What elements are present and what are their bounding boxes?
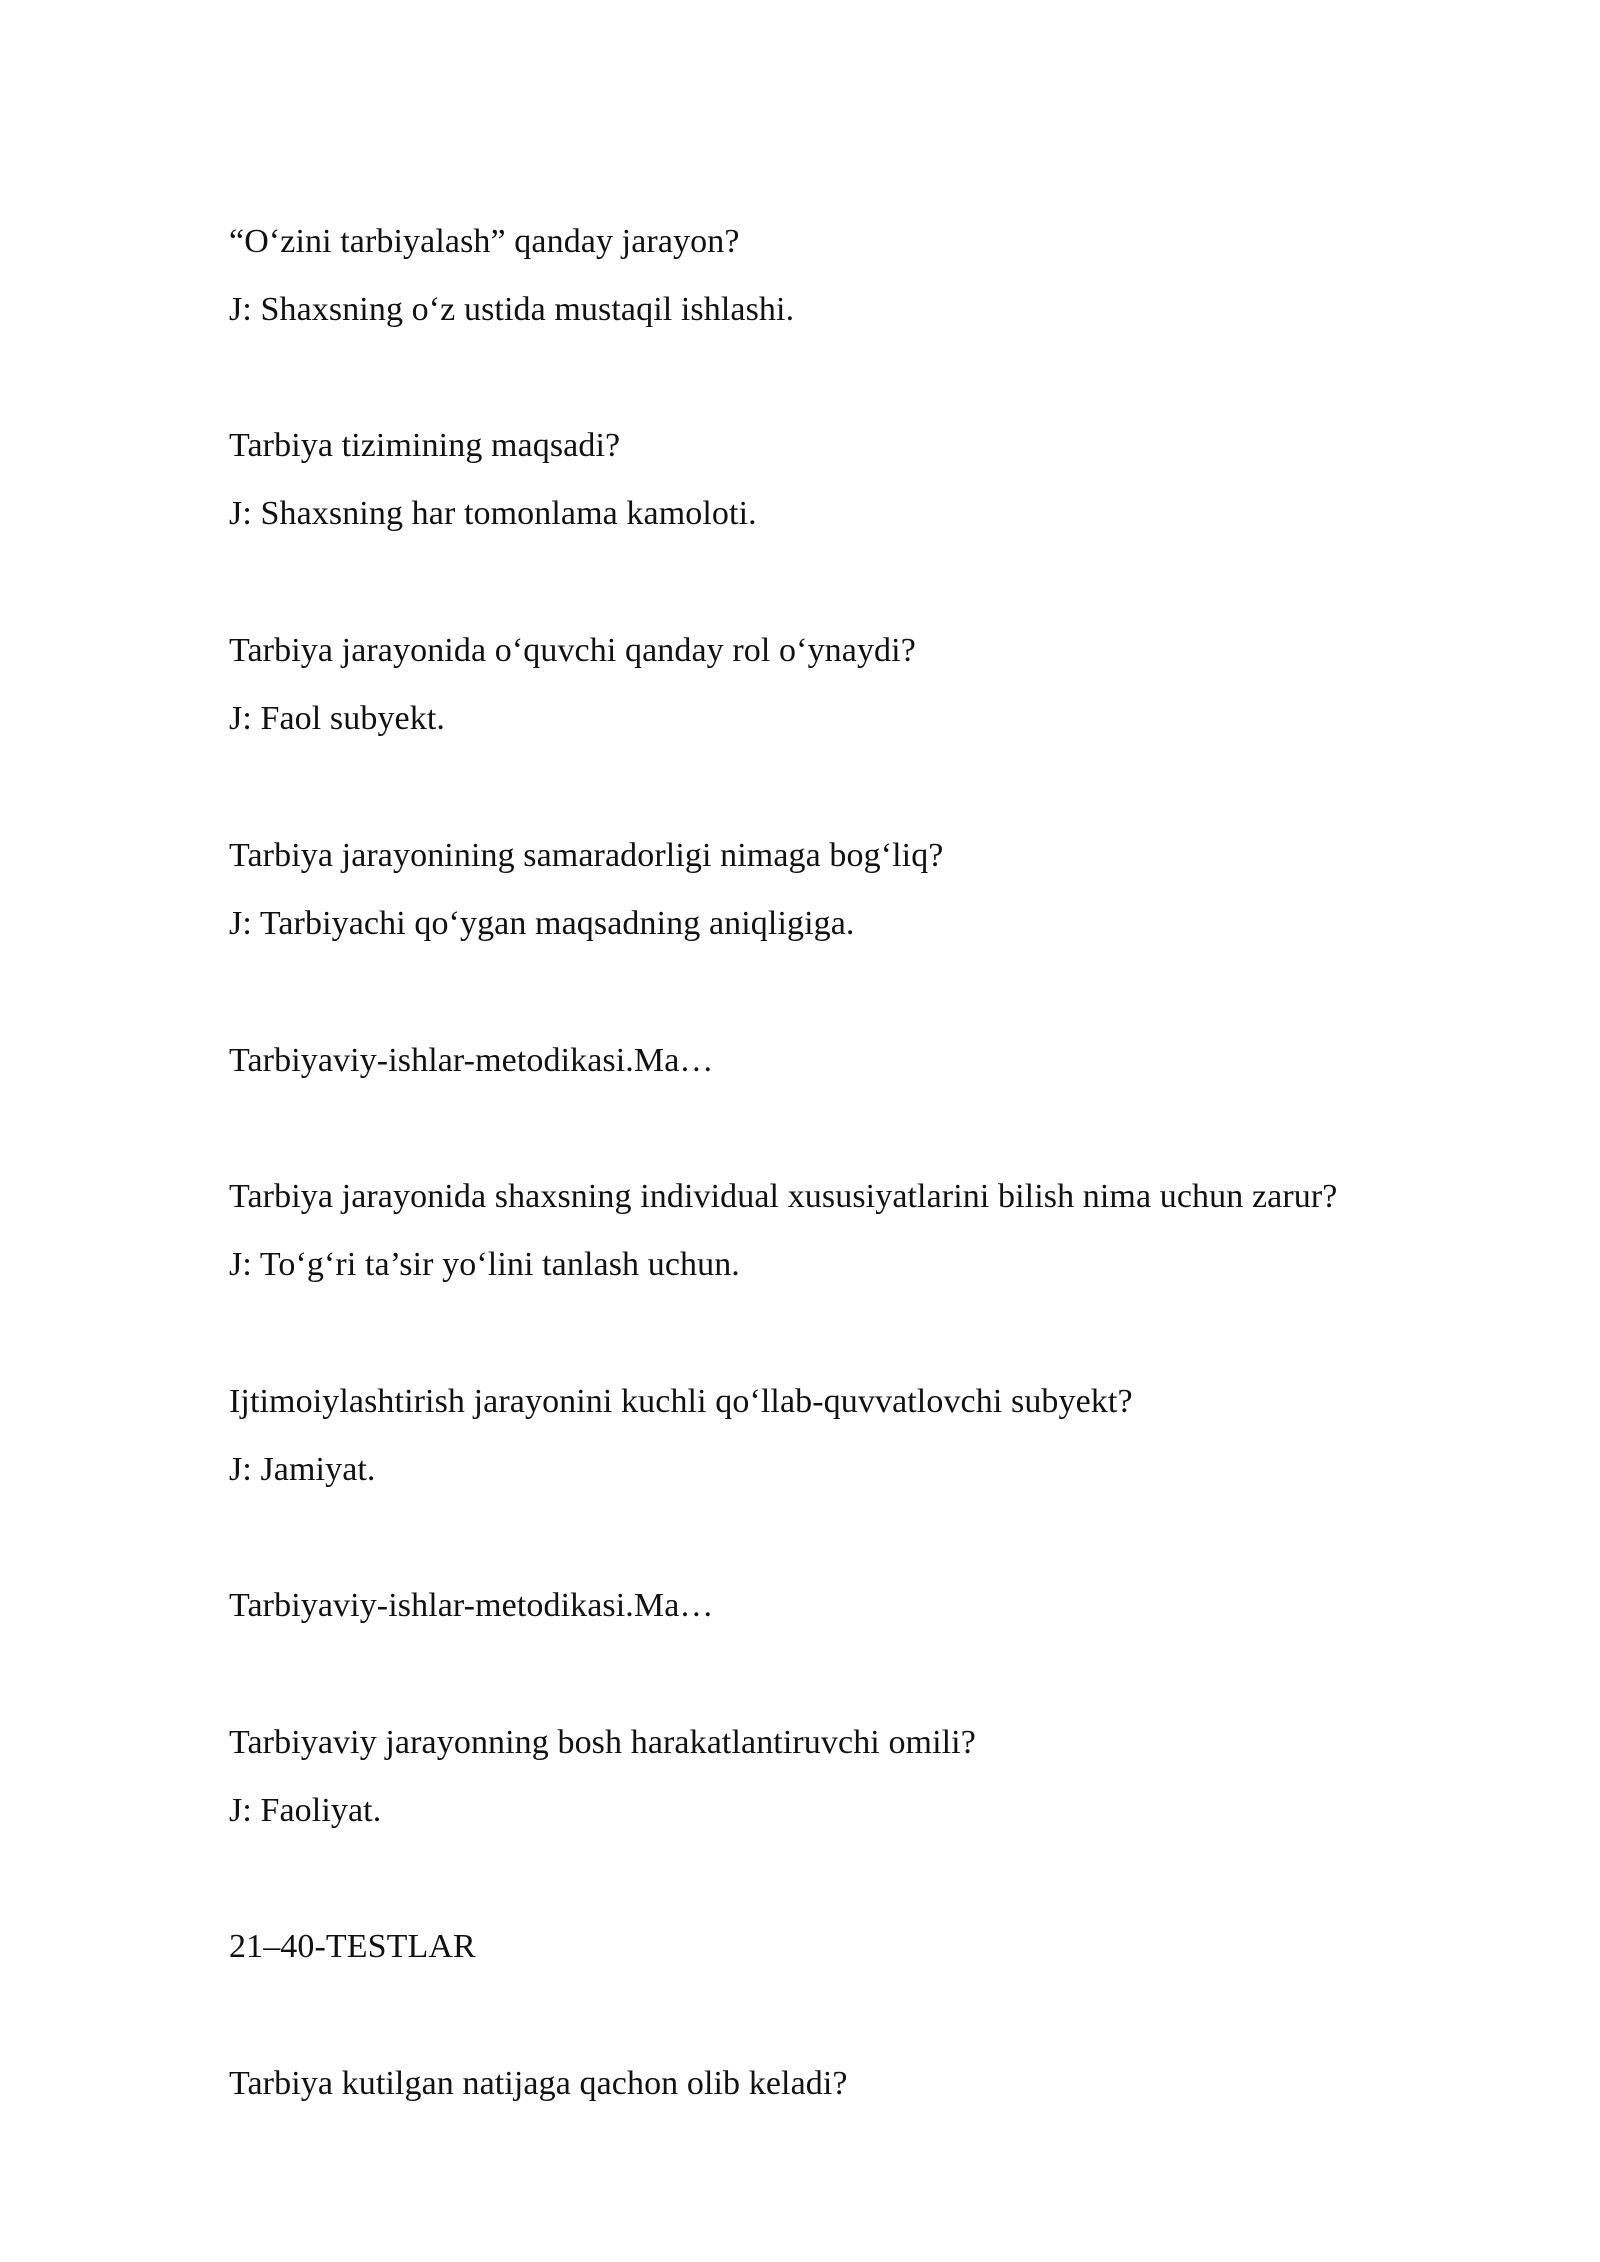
question-text: “O‘zini tarbiyalash” qanday jarayon?	[229, 223, 740, 260]
answer-text: J: Faol subyekt.	[229, 700, 445, 737]
question-text: Tarbiya jarayonida shaxsning individual xususiyatlarini bilish nima uchun zarur?	[229, 1178, 1338, 1215]
answer-text: J: Jamiyat.	[229, 1451, 376, 1488]
answer-text: J: Faoliyat.	[229, 1792, 382, 1829]
source-note: Tarbiyaviy-ishlar-metodikasi.Ma…	[229, 1587, 714, 1624]
answer-text: J: To‘g‘ri ta’sir yo‘lini tanlash uchun.	[229, 1246, 740, 1283]
answer-text: J: Shaxsning o‘z ustida mustaqil ishlashi.	[229, 291, 795, 328]
question-text: Tarbiya jarayonida o‘quvchi qanday rol o‘ynaydi?	[229, 632, 916, 669]
question-text: Tarbiya tizimining maqsadi?	[229, 427, 621, 464]
question-text: Ijtimoiylashtirish jarayonini kuchli qo‘llab-quvvatlovchi subyekt?	[229, 1383, 1133, 1420]
answer-text: J: Tarbiyachi qo‘ygan maqsadning aniqligiga.	[229, 905, 855, 942]
answer-text: J: Shaxsning har tomonlama kamoloti.	[229, 495, 757, 532]
question-text: Tarbiya kutilgan natijaga qachon olib keladi?	[229, 2065, 848, 2102]
section-heading: 21–40-TESTLAR	[229, 1928, 476, 1965]
question-text: Tarbiya jarayonining samaradorligi nimaga bog‘liq?	[229, 837, 944, 874]
source-note: Tarbiyaviy-ishlar-metodikasi.Ma…	[229, 1042, 714, 1079]
question-text: Tarbiyaviy jarayonning bosh harakatlantiruvchi omili?	[229, 1724, 976, 1761]
